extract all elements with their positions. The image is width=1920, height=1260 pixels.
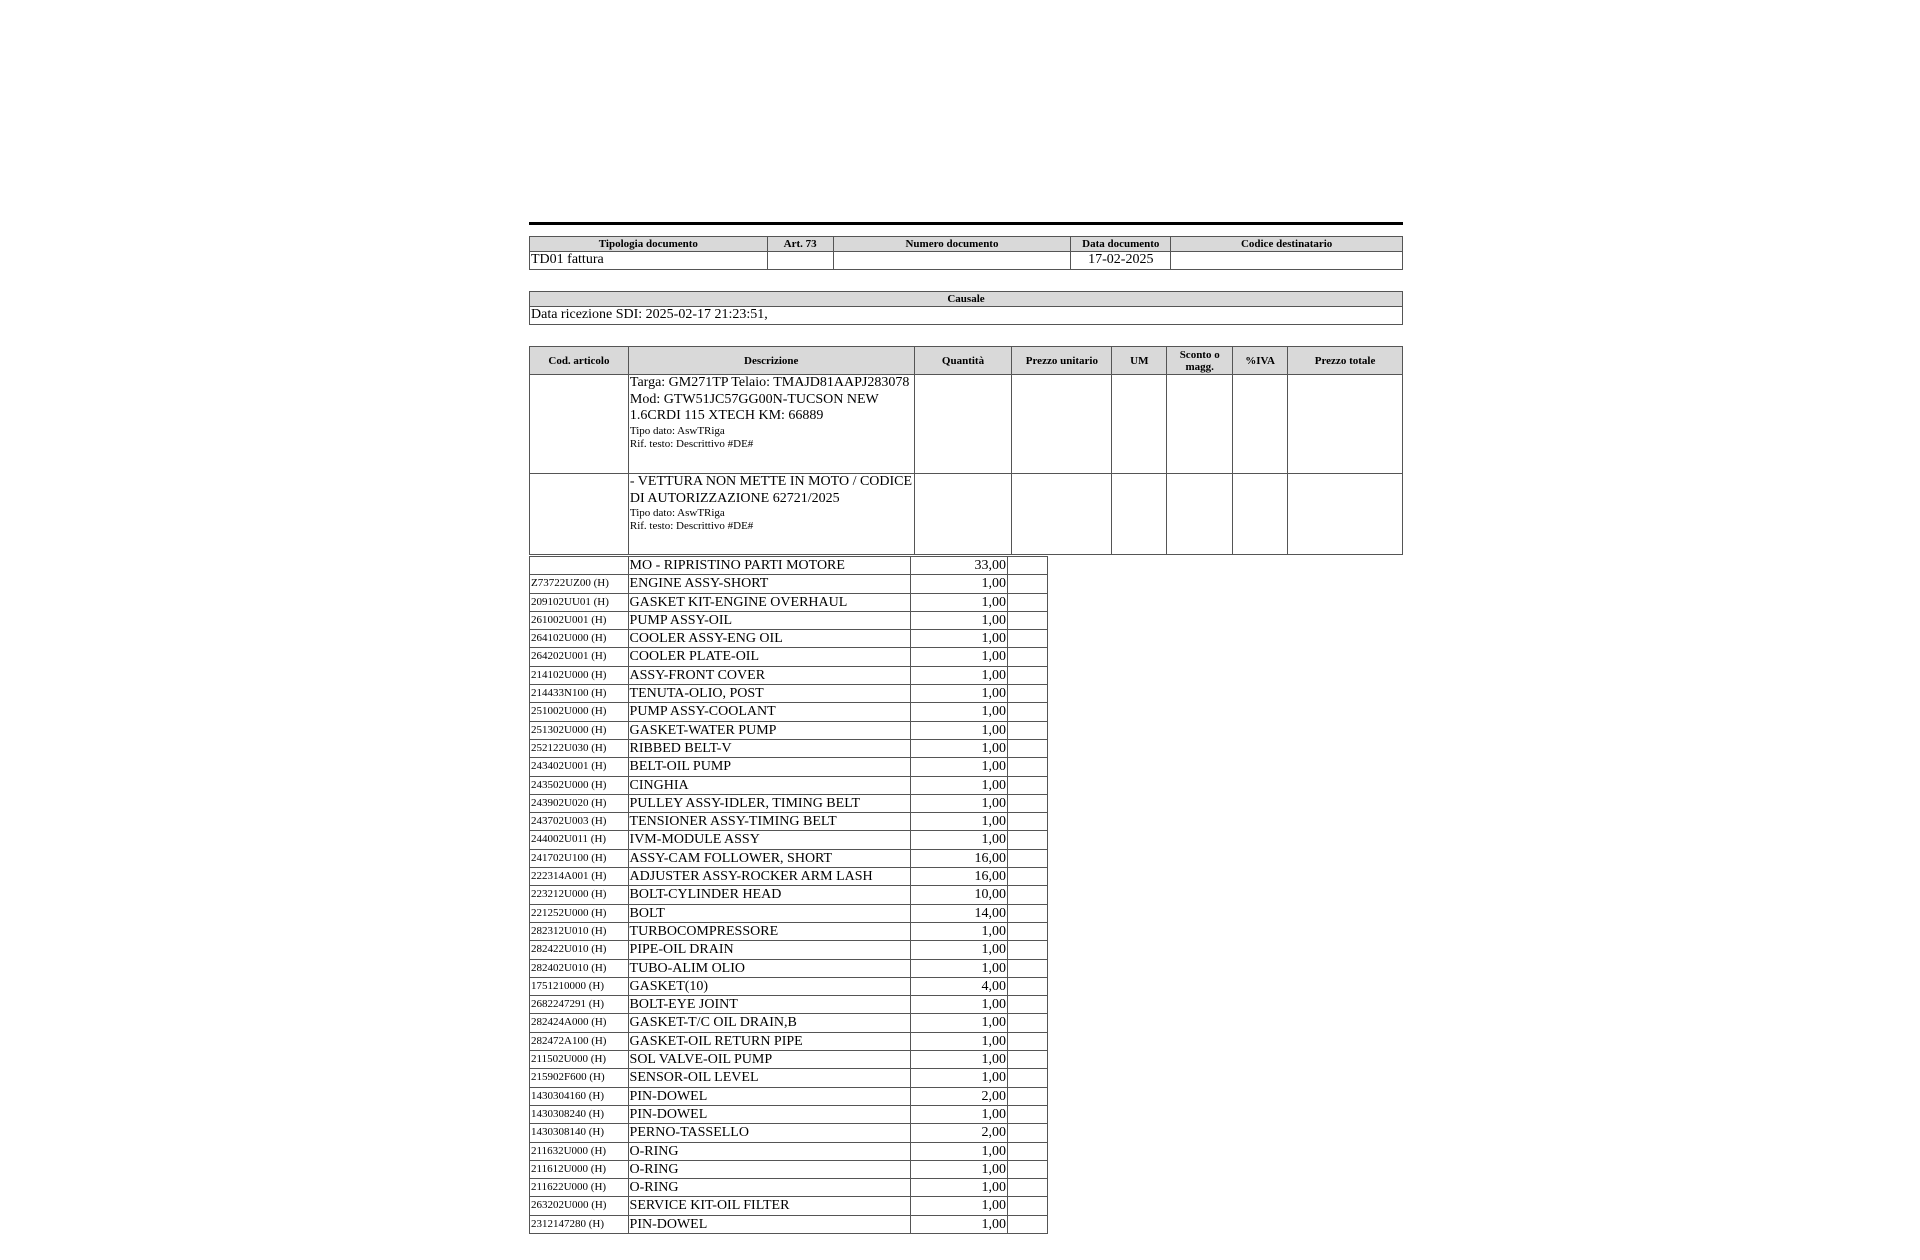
item-quantity: 1,00 [910, 739, 1007, 757]
note-text: - VETTURA NON METTE IN MOTO / CODICE DI AUTORIZZAZIONE 62721/2025 [629, 474, 913, 506]
item-blank-cell [1007, 1087, 1047, 1105]
item-code: 282402U010 (H) [530, 959, 629, 977]
item-blank-cell [1007, 794, 1047, 812]
table-row [530, 758, 1048, 776]
table-row [530, 685, 1048, 703]
table-row [530, 959, 1048, 977]
item-quantity: 1,00 [910, 1197, 1007, 1215]
table-row [530, 831, 1048, 849]
item-description: TUBO-ALIM OLIO [628, 959, 910, 977]
table-row [530, 630, 1048, 648]
top-rule [529, 222, 1403, 225]
item-description: SERVICE KIT-OIL FILTER [628, 1197, 910, 1215]
table-row [530, 776, 1048, 794]
item-quantity: 1,00 [910, 648, 1007, 666]
note-tipo: Tipo dato: AswTRiga [629, 424, 725, 437]
table-row [530, 1069, 1048, 1087]
item-quantity: 2,00 [910, 1087, 1007, 1105]
col-numero-documento: Numero documento [833, 237, 1071, 252]
item-code: 264102U000 (H) [530, 630, 629, 648]
item-blank-cell [1007, 996, 1047, 1014]
item-code: 1430304160 (H) [530, 1087, 629, 1105]
item-blank-cell [1007, 593, 1047, 611]
item-blank-cell [1007, 1215, 1047, 1233]
col-prezzo-totale: Prezzo totale [1288, 347, 1403, 375]
col-prezzo-unitario: Prezzo unitario [1012, 347, 1112, 375]
item-description: PUMP ASSY-OIL [628, 611, 910, 629]
item-blank-cell [1007, 666, 1047, 684]
item-code: 282424A000 (H) [530, 1014, 629, 1032]
item-code: 241702U100 (H) [530, 849, 629, 867]
item-blank-cell [1007, 886, 1047, 904]
col-data-documento: Data documento [1071, 237, 1171, 252]
causale-value-row [530, 307, 1403, 325]
table-row [530, 996, 1048, 1014]
item-blank-cell [1007, 959, 1047, 977]
table-row [530, 941, 1048, 959]
item-code: 214102U000 (H) [530, 666, 629, 684]
item-code: 1430308240 (H) [530, 1105, 629, 1123]
header-columns-row [530, 237, 1403, 252]
table-row [530, 721, 1048, 739]
empty-cell [1288, 474, 1403, 555]
note-desc-cell [628, 474, 914, 555]
item-description: ENGINE ASSY-SHORT [628, 575, 910, 593]
item-description: GASKET KIT-ENGINE OVERHAUL [628, 593, 910, 611]
item-blank-cell [1007, 703, 1047, 721]
table-row [530, 977, 1048, 995]
table-row [530, 1051, 1048, 1069]
note-row [530, 474, 1403, 555]
empty-cell [1167, 474, 1233, 555]
item-description: BOLT-CYLINDER HEAD [628, 886, 910, 904]
item-code: 243702U003 (H) [530, 813, 629, 831]
table-row [530, 739, 1048, 757]
empty-cell [1112, 375, 1167, 474]
table-row [530, 849, 1048, 867]
item-code: 252122U030 (H) [530, 739, 629, 757]
item-quantity: 1,00 [910, 575, 1007, 593]
item-code: 244002U011 (H) [530, 831, 629, 849]
table-row [530, 794, 1048, 812]
causale-text-value: Data ricezione SDI: 2025-02-17 21:23:51, [531, 307, 768, 322]
table-row [530, 1087, 1048, 1105]
item-quantity: 1,00 [910, 611, 1007, 629]
item-code: 211612U000 (H) [530, 1160, 629, 1178]
col-art-73: Art. 73 [767, 237, 833, 252]
item-code: 222314A001 (H) [530, 868, 629, 886]
item-blank-cell [1007, 1124, 1047, 1142]
col-quantita: Quantità [914, 347, 1012, 375]
item-code: 1751210000 (H) [530, 977, 629, 995]
item-description: IVM-MODULE ASSY [628, 831, 910, 849]
item-code: 209102UU01 (H) [530, 593, 629, 611]
table-row [530, 1179, 1048, 1197]
item-blank-cell [1007, 1197, 1047, 1215]
table-row [530, 813, 1048, 831]
item-code: 211632U000 (H) [530, 1142, 629, 1160]
data-documento-value: 17-02-2025 [1071, 252, 1171, 270]
items-table [529, 346, 1403, 555]
table-row [530, 703, 1048, 721]
item-quantity: 1,00 [910, 1142, 1007, 1160]
col-codice-destinatario: Codice destinatario [1171, 237, 1403, 252]
item-description: PIN-DOWEL [628, 1105, 910, 1123]
item-description: PIN-DOWEL [628, 1087, 910, 1105]
item-description: PUMP ASSY-COOLANT [628, 703, 910, 721]
item-description: TURBOCOMPRESSORE [628, 922, 910, 940]
item-blank-cell [1007, 739, 1047, 757]
item-quantity: 1,00 [910, 922, 1007, 940]
item-blank-cell [1007, 1142, 1047, 1160]
table-row [530, 1142, 1048, 1160]
item-description: SENSOR-OIL LEVEL [628, 1069, 910, 1087]
table-row [530, 1197, 1048, 1215]
item-description: GASKET-T/C OIL DRAIN,B [628, 1014, 910, 1032]
table-row [530, 648, 1048, 666]
item-blank-cell [1007, 1160, 1047, 1178]
item-blank-cell [1007, 813, 1047, 831]
item-quantity: 4,00 [910, 977, 1007, 995]
item-code: 214433N100 (H) [530, 685, 629, 703]
item-code: 282472A100 (H) [530, 1032, 629, 1050]
empty-cell [914, 375, 1012, 474]
document-header-table [529, 236, 1403, 270]
codice-destinatario-value [1171, 252, 1403, 270]
item-code: 1430308140 (H) [530, 1124, 629, 1142]
empty-cell [1112, 474, 1167, 555]
item-quantity: 1,00 [910, 1215, 1007, 1233]
item-blank-cell [1007, 1051, 1047, 1069]
item-blank-cell [1007, 941, 1047, 959]
note-code-cell [530, 375, 629, 474]
item-blank-cell [1007, 557, 1047, 575]
item-code: 264202U001 (H) [530, 648, 629, 666]
item-blank-cell [1007, 1069, 1047, 1087]
item-code: 2682247291 (H) [530, 996, 629, 1014]
table-row [530, 593, 1048, 611]
item-quantity: 1,00 [910, 703, 1007, 721]
items-columns-row [530, 347, 1403, 375]
table-row [530, 1124, 1048, 1142]
item-quantity: 1,00 [910, 776, 1007, 794]
item-quantity: 1,00 [910, 721, 1007, 739]
item-blank-cell [1007, 922, 1047, 940]
item-description: GASKET-WATER PUMP [628, 721, 910, 739]
item-description: O-RING [628, 1179, 910, 1197]
item-quantity: 1,00 [910, 941, 1007, 959]
item-code: 261002U001 (H) [530, 611, 629, 629]
item-blank-cell [1007, 1032, 1047, 1050]
item-description: CINGHIA [628, 776, 910, 794]
item-blank-cell [1007, 721, 1047, 739]
item-quantity: 33,00 [910, 557, 1007, 575]
item-code: 211622U000 (H) [530, 1179, 629, 1197]
empty-cell [1012, 375, 1112, 474]
table-row [530, 575, 1048, 593]
item-code [530, 557, 629, 575]
art-73-value [767, 252, 833, 270]
item-blank-cell [1007, 630, 1047, 648]
table-row [530, 922, 1048, 940]
item-quantity: 1,00 [910, 959, 1007, 977]
item-description: O-RING [628, 1160, 910, 1178]
table-row [530, 1215, 1048, 1233]
col-um: UM [1112, 347, 1167, 375]
empty-cell [914, 474, 1012, 555]
empty-cell [1288, 375, 1403, 474]
item-code: 2312147280 (H) [530, 1215, 629, 1233]
item-quantity: 1,00 [910, 666, 1007, 684]
item-description: MO - RIPRISTINO PARTI MOTORE [628, 557, 910, 575]
empty-cell [1012, 474, 1112, 555]
item-blank-cell [1007, 1105, 1047, 1123]
item-description: GASKET-OIL RETURN PIPE [628, 1032, 910, 1050]
item-quantity: 1,00 [910, 831, 1007, 849]
note-tipo: Tipo dato: AswTRiga [629, 507, 725, 519]
item-blank-cell [1007, 575, 1047, 593]
causale-table [529, 291, 1403, 325]
note-row [530, 375, 1403, 474]
item-code: 251002U000 (H) [530, 703, 629, 721]
item-description: COOLER PLATE-OIL [628, 648, 910, 666]
item-blank-cell [1007, 1014, 1047, 1032]
item-blank-cell [1007, 831, 1047, 849]
col-tipologia-documento: Tipologia documento [530, 237, 768, 252]
table-row [530, 1032, 1048, 1050]
item-code: 263202U000 (H) [530, 1197, 629, 1215]
table-row [530, 1105, 1048, 1123]
item-description: BELT-OIL PUMP [628, 758, 910, 776]
item-code: 243902U020 (H) [530, 794, 629, 812]
item-code: Z73722UZ00 (H) [530, 575, 629, 593]
item-quantity: 1,00 [910, 1105, 1007, 1123]
item-quantity: 1,00 [910, 1160, 1007, 1178]
item-quantity: 16,00 [910, 868, 1007, 886]
item-quantity: 1,00 [910, 1179, 1007, 1197]
item-code: 243502U000 (H) [530, 776, 629, 794]
item-blank-cell [1007, 758, 1047, 776]
note-desc-cell [628, 375, 914, 474]
table-row [530, 557, 1048, 575]
item-quantity: 1,00 [910, 593, 1007, 611]
item-quantity: 10,00 [910, 886, 1007, 904]
item-description: COOLER ASSY-ENG OIL [628, 630, 910, 648]
item-quantity: 16,00 [910, 849, 1007, 867]
item-description: BOLT-EYE JOINT [628, 996, 910, 1014]
col-descrizione: Descrizione [628, 347, 914, 375]
item-code: 251302U000 (H) [530, 721, 629, 739]
empty-cell [1233, 474, 1288, 555]
item-quantity: 1,00 [910, 1014, 1007, 1032]
causale-label: Causale [530, 292, 1403, 307]
item-quantity: 1,00 [910, 630, 1007, 648]
table-row [530, 1160, 1048, 1178]
item-quantity: 1,00 [910, 758, 1007, 776]
item-description: TENSIONER ASSY-TIMING BELT [628, 813, 910, 831]
item-quantity: 2,00 [910, 1124, 1007, 1142]
item-blank-cell [1007, 1179, 1047, 1197]
col-cod-articolo: Cod. articolo [530, 347, 629, 375]
note-text: Targa: GM271TP Telaio: TMAJD81AAPJ283078 Mod: GTW51JC57GG00N-TUCSON NEW 1.6CRDI 115 XTECH KM: 66889 [629, 375, 910, 423]
item-blank-cell [1007, 648, 1047, 666]
item-quantity: 1,00 [910, 1069, 1007, 1087]
item-description: PULLEY ASSY-IDLER, TIMING BELT [628, 794, 910, 812]
numero-documento-value [833, 252, 1071, 270]
item-description: RIBBED BELT-V [628, 739, 910, 757]
note-rif: Rif. testo: Descrittivo #DE# [629, 520, 754, 532]
item-quantity: 1,00 [910, 996, 1007, 1014]
empty-cell [1233, 375, 1288, 474]
item-blank-cell [1007, 904, 1047, 922]
item-rows-table [529, 556, 1048, 1234]
item-code: 223212U000 (H) [530, 886, 629, 904]
causale-text [530, 307, 1403, 325]
item-quantity: 1,00 [910, 794, 1007, 812]
item-code: 211502U000 (H) [530, 1051, 629, 1069]
item-code: 215902F600 (H) [530, 1069, 629, 1087]
item-description: PIN-DOWEL [628, 1215, 910, 1233]
item-code: 282312U010 (H) [530, 922, 629, 940]
item-description: GASKET(10) [628, 977, 910, 995]
note-rif: Rif. testo: Descrittivo #DE# [629, 437, 754, 450]
item-blank-cell [1007, 776, 1047, 794]
item-code: 221252U000 (H) [530, 904, 629, 922]
empty-cell [1167, 375, 1233, 474]
table-row [530, 666, 1048, 684]
item-rows-body [530, 557, 1048, 1234]
item-quantity: 14,00 [910, 904, 1007, 922]
table-row [530, 868, 1048, 886]
item-description: BOLT [628, 904, 910, 922]
table-row [530, 886, 1048, 904]
item-blank-cell [1007, 685, 1047, 703]
item-quantity: 1,00 [910, 813, 1007, 831]
causale-header-row [530, 292, 1403, 307]
item-description: O-RING [628, 1142, 910, 1160]
item-code: 282422U010 (H) [530, 941, 629, 959]
item-description: SOL VALVE-OIL PUMP [628, 1051, 910, 1069]
item-blank-cell [1007, 868, 1047, 886]
item-blank-cell [1007, 849, 1047, 867]
note-code-cell [530, 474, 629, 555]
item-blank-cell [1007, 611, 1047, 629]
col-sconto-magg: Sconto o magg. [1167, 347, 1233, 375]
item-description: TENUTA-OLIO, POST [628, 685, 910, 703]
item-description: ASSY-CAM FOLLOWER, SHORT [628, 849, 910, 867]
item-code: 243402U001 (H) [530, 758, 629, 776]
item-quantity: 1,00 [910, 1051, 1007, 1069]
table-row [530, 904, 1048, 922]
col-iva: %IVA [1233, 347, 1288, 375]
item-description: PIPE-OIL DRAIN [628, 941, 910, 959]
item-blank-cell [1007, 977, 1047, 995]
table-row [530, 611, 1048, 629]
item-quantity: 1,00 [910, 685, 1007, 703]
header-values-row [530, 252, 1403, 270]
tipologia-documento-value: TD01 fattura [530, 252, 768, 270]
item-quantity: 1,00 [910, 1032, 1007, 1050]
table-row [530, 1014, 1048, 1032]
item-description: ADJUSTER ASSY-ROCKER ARM LASH [628, 868, 910, 886]
item-description: ASSY-FRONT COVER [628, 666, 910, 684]
item-description: PERNO-TASSELLO [628, 1124, 910, 1142]
